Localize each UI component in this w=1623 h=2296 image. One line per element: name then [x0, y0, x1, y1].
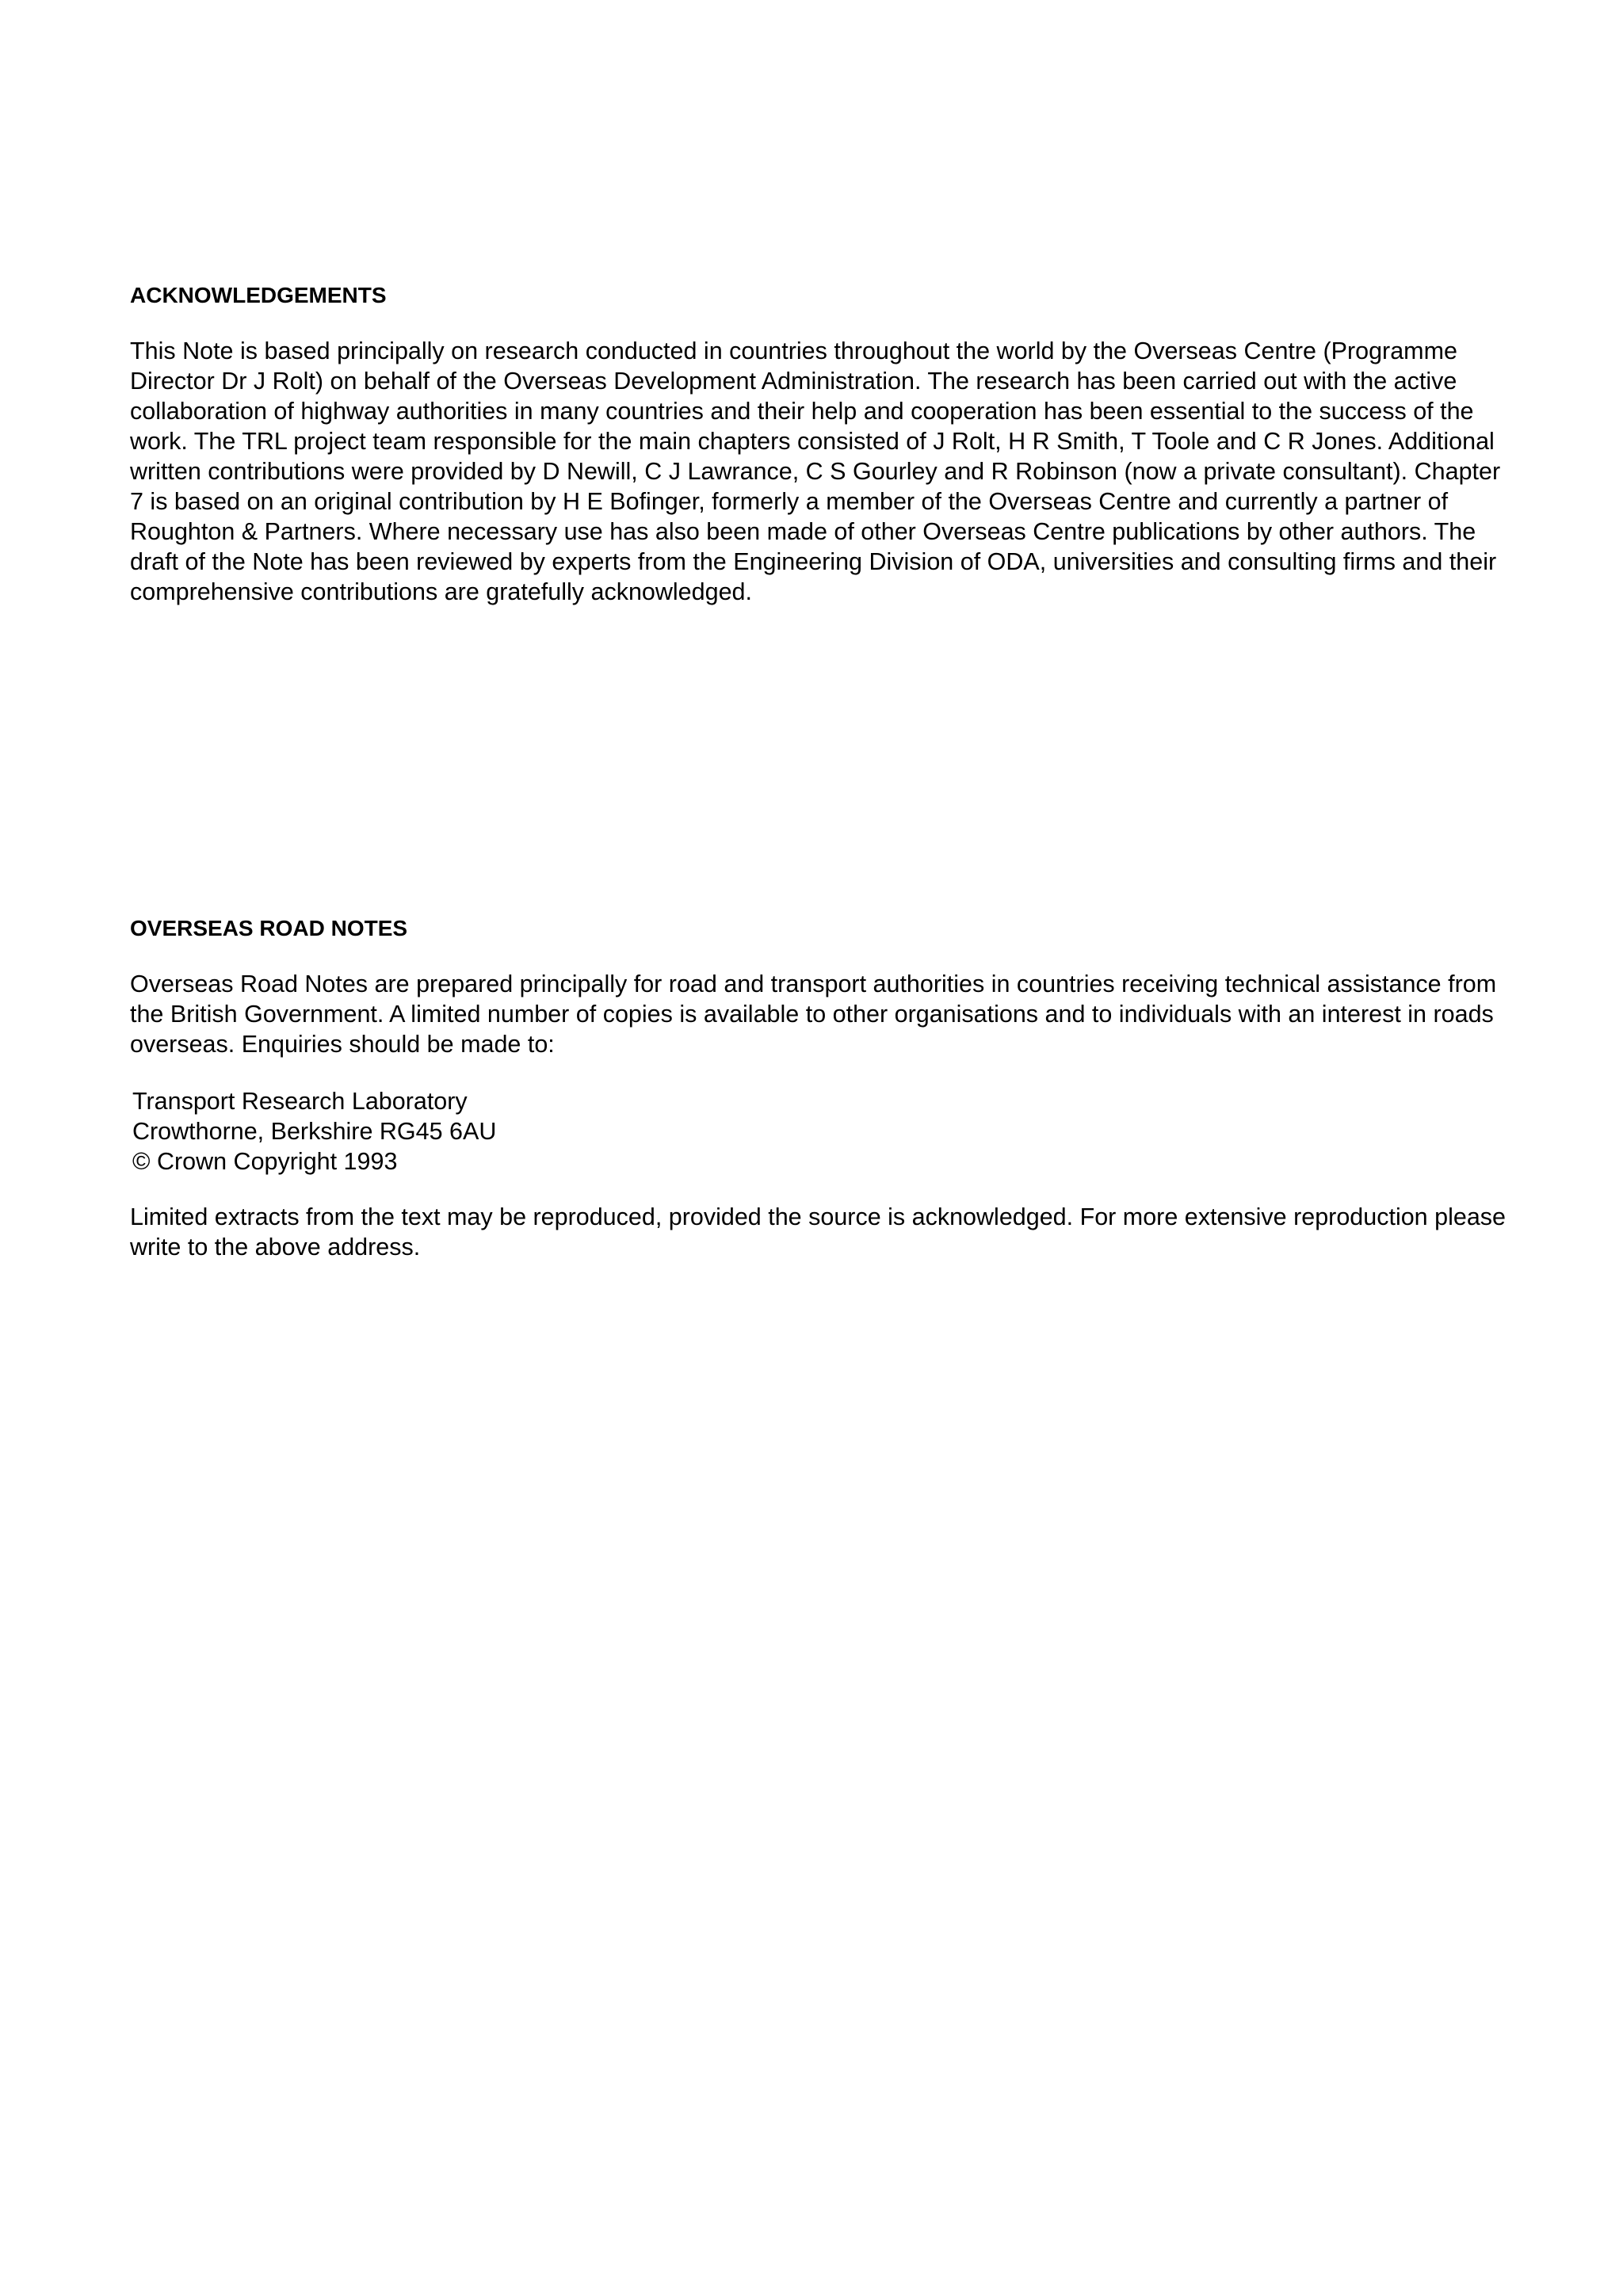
overseas-road-notes-intro: Overseas Road Notes are prepared principally for road and transport authorities in countries receiving technical assistance from the British Government. A limited number of copies is available to other organisations and to individuals with an interest in roads overseas. Enquiries should be made to:: [130, 971, 1497, 1058]
copyright-line: © Crown Copyright 1993: [132, 1148, 398, 1175]
acknowledgements-body: This Note is based principally on research conducted in countries throughout the world by the Overseas Centre (Programme Director Dr J Rolt) on behalf of the Overseas Development Administration. The research has been carried out with the active collaboration of highway authorities in many countries and their help and cooperation has been essential to the success of the work. The TRL project team responsible for the main chapters consisted of J Rolt, H R Smith, T Toole and C R Jones. Additional written contributions were provided by D Newill, C J Lawrance, C S Gourley and R Robinson (now a private consultant). Chapter 7 is based on an original contribution by H E Bofinger, formerly a member of the Overseas Centre and currently a partner of Roughton & Partners. Where necessary use has also been made of other Overseas Centre publications by other authors. The draft of the Note has been reviewed by experts from the Engineering Division of ODA, universities and consulting firms and their comprehensive contributions are gratefully acknowledged.: [130, 338, 1501, 605]
acknowledgements-section: [130, 280, 1509, 607]
acknowledgements-heading: ACKNOWLEDGEMENTS: [130, 283, 387, 307]
overseas-road-notes-section: [130, 913, 1509, 1262]
address-line-location: Crowthorne, Berkshire RG45 6AU: [132, 1118, 497, 1145]
overseas-road-notes-heading: OVERSEAS ROAD NOTES: [130, 916, 408, 940]
address-block: [132, 1086, 1509, 1177]
address-line-organisation: Transport Research Laboratory: [132, 1088, 468, 1115]
reproduction-notice: Limited extracts from the text may be reproduced, provided the source is acknowledged. For more extensive reproduction please write to the above address.: [130, 1203, 1506, 1261]
